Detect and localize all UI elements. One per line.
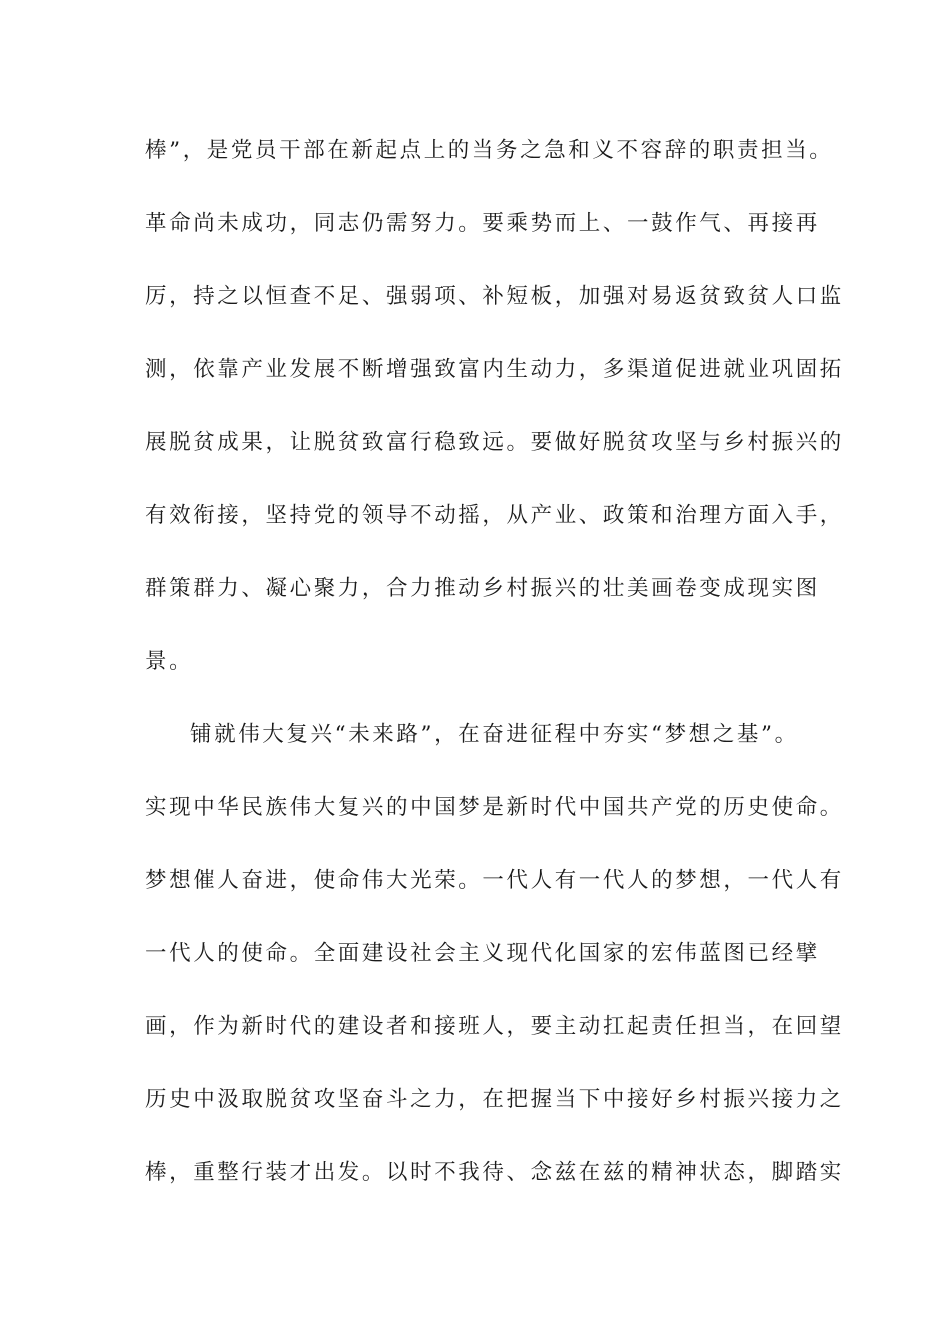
text-line: 历史中汲取脱贫攻坚奋斗之力，在把握当下中接好乡村振兴接力之 — [145, 1087, 844, 1112]
paragraph-start-line: 铺就伟大复兴“未来路”，在奋进征程中夯实“梦想之基”。 — [190, 722, 799, 747]
text-line: 展脱贫成果，让脱贫致富行稳致远。要做好脱贫攻坚与乡村振兴的 — [145, 430, 844, 455]
text-line: 画，作为新时代的建设者和接班人，要主动扛起责任担当，在回望 — [145, 1014, 844, 1039]
text-line: 梦想催人奋进，使命伟大光荣。一代人有一代人的梦想，一代人有 — [145, 868, 844, 893]
text-line: 棒”，是党员干部在新起点上的当务之急和义不容辞的职责担当。 — [145, 138, 834, 163]
text-line: 测，依靠产业发展不断增强致富内生动力，多渠道促进就业巩固拓 — [145, 357, 844, 382]
body-text — [145, 128, 844, 1223]
text-line: 革命尚未成功，同志仍需努力。要乘势而上、一鼓作气、再接再 — [145, 211, 820, 236]
text-line: 一代人的使命。全面建设社会主义现代化国家的宏伟蓝图已经擘 — [145, 941, 820, 966]
text-line: 景。 — [145, 649, 194, 674]
text-line: 实现中华民族伟大复兴的中国梦是新时代中国共产党的历史使命。 — [145, 795, 844, 820]
text-line: 厉，持之以恒查不足、强弱项、补短板，加强对易返贫致贫人口监 — [145, 284, 844, 309]
text-line: 有效衔接，坚持党的领导不动摇，从产业、政策和治理方面入手， — [145, 503, 844, 528]
text-line: 棒，重整行装才出发。以时不我待、念兹在兹的精神状态，脚踏实 — [145, 1160, 844, 1185]
text-line: 群策群力、凝心聚力，合力推动乡村振兴的壮美画卷变成现实图 — [145, 576, 820, 601]
